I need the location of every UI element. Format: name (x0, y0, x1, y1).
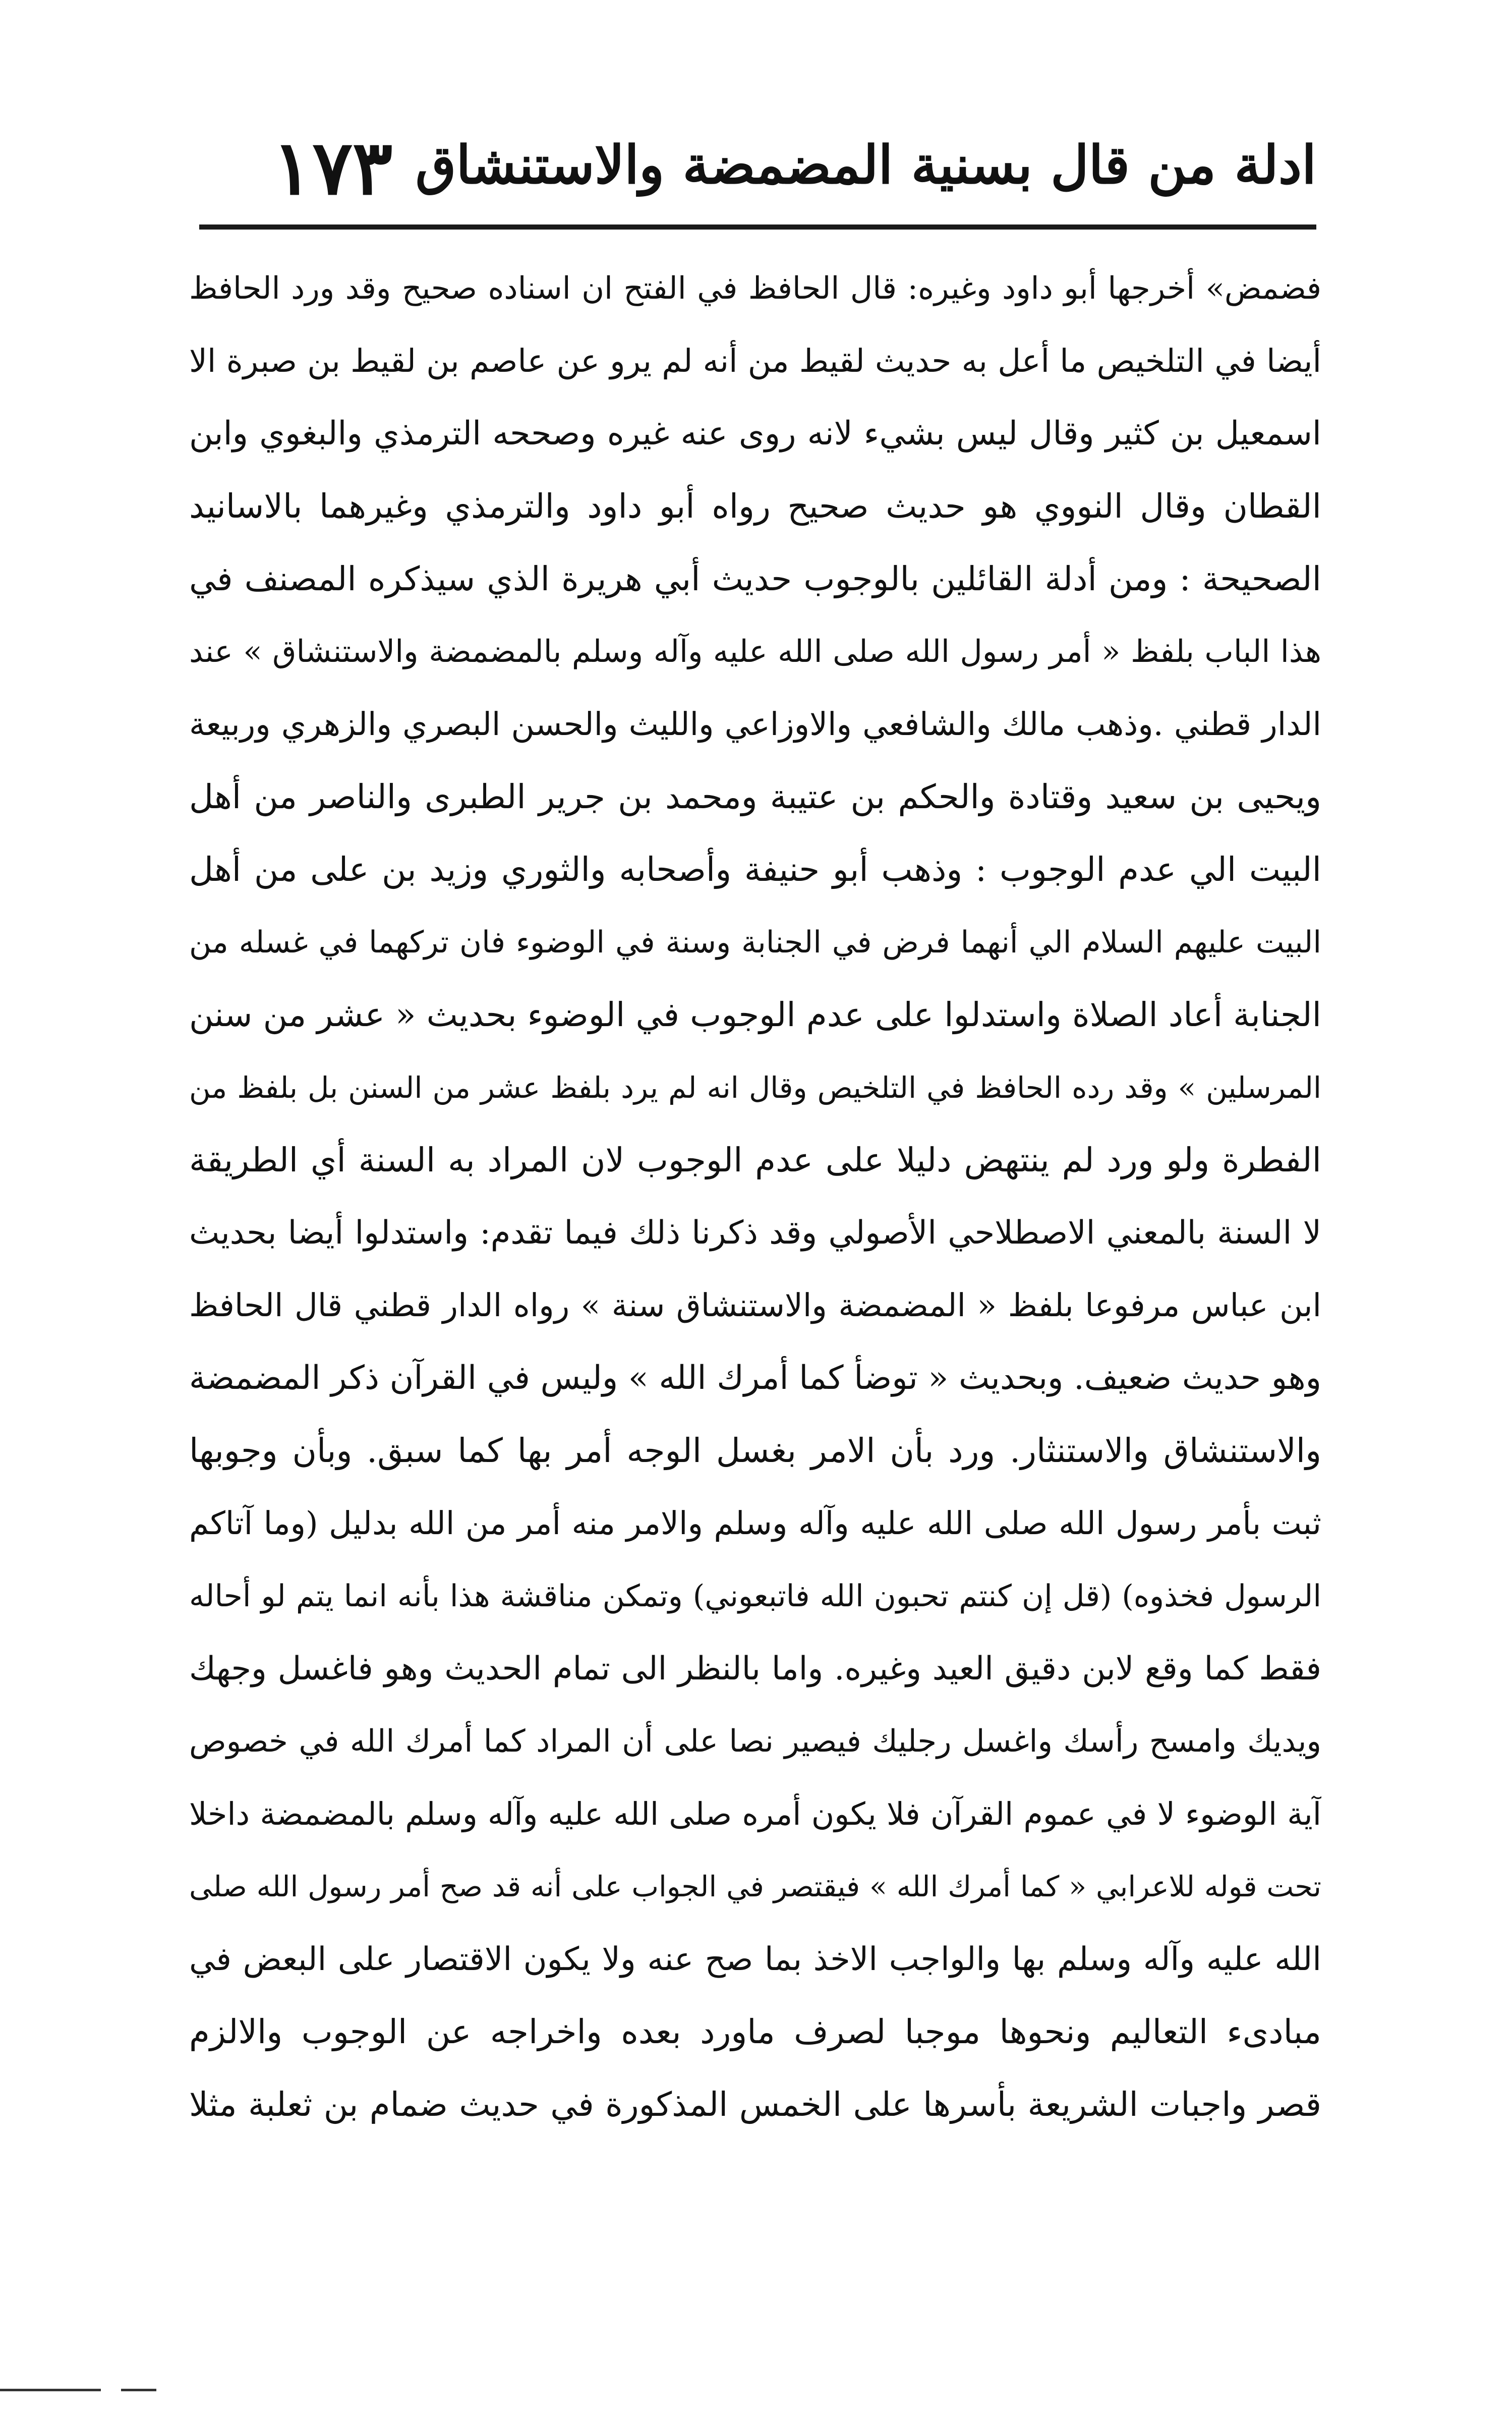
scan-edge-marks (0, 2389, 161, 2393)
text-line: آية الوضوء لا في عموم القرآن فلا يكون أمره صلى الله عليه وآله وسلم بالمضمضة داخلا (189, 1795, 1321, 1832)
text-line: الجنابة أعاد الصلاة واستدلوا على عدم الوجوب في الوضوء بحديث « عشر من سنن (189, 995, 1321, 1034)
text-line: أيضا في التلخيص ما أعل به حديث لقيط من أنه لم يرو عن عاصم بن لقيط بن صبرة الا (189, 343, 1321, 379)
text-line: قصر واجبات الشريعة بأسرها على الخمس المذكورة في حديث ضمام بن ثعلبة مثلا (189, 2085, 1321, 2124)
page-header (192, 114, 1316, 235)
text-line: ويديك وامسح رأسك واغسل رجليك فيصير نصا على أن المراد كما أمرك الله في خصوص (189, 1723, 1321, 1759)
text-line: الدار قطني .وذهب مالك والشافعي والاوزاعي والليث والحسن البصري والزهري وربيعة (189, 706, 1321, 743)
scan-edge-mark (0, 2389, 101, 2391)
text-line: المرسلين » وقد رده الحافظ في التلخيص وقال انه لم يرد بلفظ عشر من السنن بل بلفظ من (189, 1071, 1321, 1105)
text-line: الرسول فخذوه) (قل إن كنتم تحبون الله فاتبعوني) وتمكن مناقشة هذا بأنه انما يتم لو أحاله (189, 1579, 1321, 1614)
text-line: القطان وقال النووي هو حديث صحيح رواه أبو داود والترمذي وغيرهما بالاسانيد (189, 487, 1321, 526)
body-text (189, 252, 1321, 2141)
header-rule (199, 224, 1316, 230)
text-line: فضمض» أخرجها أبو داود وغيره: قال الحافظ في الفتح ان اسناده صحيح وقد ورد الحافظ (189, 270, 1321, 306)
page-number: ١٧٣ (272, 124, 393, 211)
text-line: والاستنشاق والاستنثار. ورد بأن الامر بغسل الوجه أمر بها كما سبق. وبأن وجوبها (189, 1431, 1321, 1470)
text-line: الصحيحة : ومن أدلة القائلين بالوجوب حديث أبي هريرة الذي سيذكره المصنف في (189, 559, 1321, 598)
text-line: وهو حديث ضعيف. وبحديث « توضأ كما أمرك الله » وليس في القرآن ذكر المضمضة (189, 1359, 1321, 1397)
text-line: فقط كما وقع لابن دقيق العيد وغيره. واما بالنظر الى تمام الحديث وهو فاغسل وجهك (189, 1650, 1321, 1688)
text-line: الله عليه وآله وسلم بها والواجب الاخذ بما صح عنه ولا يكون الاقتصار على البعض في (189, 1941, 1321, 1978)
text-line: الفطرة ولو ورد لم ينتهض دليلا على عدم الوجوب لان المراد به السنة أي الطريقة (189, 1141, 1321, 1179)
text-line: ابن عباس مرفوعا بلفظ « المضمضة والاستنشاق سنة » رواه الدار قطني قال الحافظ (189, 1287, 1321, 1324)
scan-edge-mark (121, 2389, 156, 2391)
text-line: البيت عليهم السلام الي أنهما فرض في الجنابة وسنة في الوضوء فان تركهما في غسله من (189, 925, 1321, 960)
text-line: ثبت بأمر رسول الله صلى الله عليه وآله وسلم والامر منه أمر من الله بدليل (وما آتاكم (189, 1505, 1321, 1542)
text-line: البيت الي عدم الوجوب : وذهب أبو حنيفة وأصحابه والثوري وزيد بن على من أهل (189, 850, 1321, 889)
text-line: لا السنة بالمعني الاصطلاحي الأصولي وقد ذكرنا ذلك فيما تقدم: واستدلوا أيضا بحديث (189, 1214, 1321, 1252)
text-line: مبادىء التعاليم ونحوها موجبا لصرف ماورد بعده واخراجه عن الوجوب والالزم (189, 2012, 1321, 2051)
running-head-title: ادلة من قال بسنية المضمضة والاستنشاق (415, 134, 1316, 196)
text-line: ويحيى بن سعيد وقتادة والحكم بن عتيبة ومحمد بن جرير الطبرى والناصر من أهل (189, 777, 1321, 816)
text-line: تحت قوله للاعرابي « كما أمرك الله » فيقتصر في الجواب على أنه قد صح أمر رسول الله صلى (189, 1870, 1321, 1903)
text-line: هذا الباب بلفظ « أمر رسول الله صلى الله عليه وآله وسلم بالمضمضة والاستنشاق » عند (189, 634, 1321, 669)
text-line: اسمعيل بن كثير وقال ليس بشيء لانه روى عنه غيره وصححه الترمذي والبغوي وابن (189, 415, 1321, 453)
